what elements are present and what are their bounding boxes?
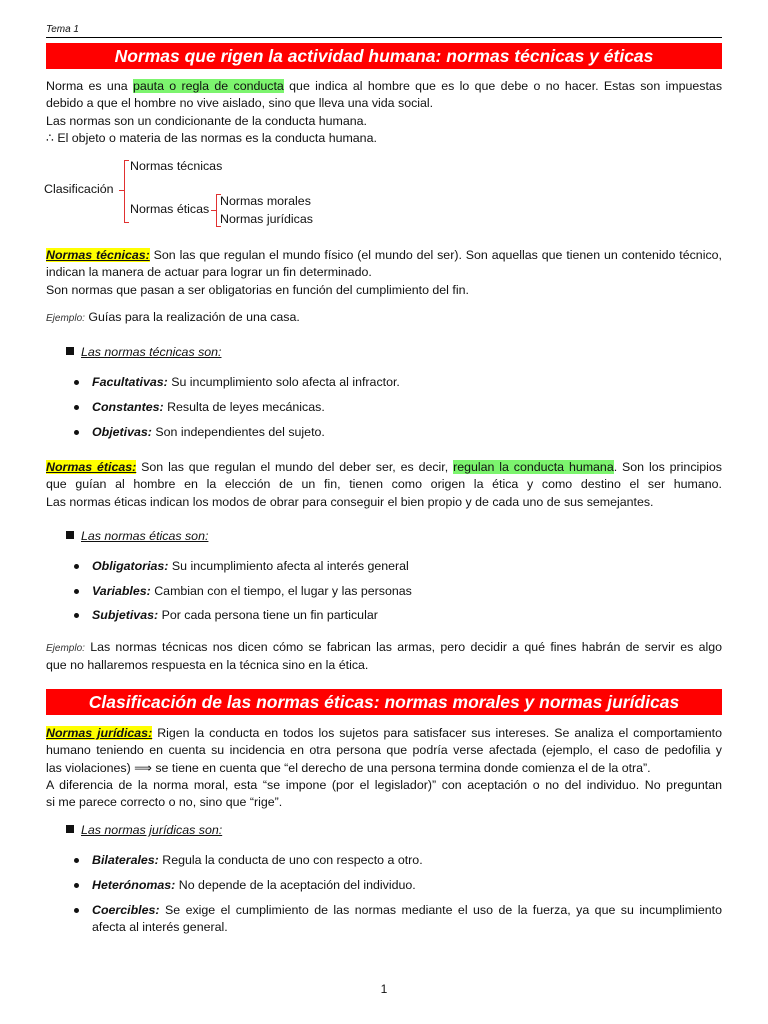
bullet-dot-icon [74,883,79,888]
ejemplo-label: Ejemplo: [46,313,85,324]
intro-paragraph [46,78,722,147]
tecnicas-term: Normas técnicas: [46,248,150,262]
list-item: Bilaterales: Regula la conducta de uno con respecto a otro. [74,852,722,869]
list-item: Heterónomas: No depende de la aceptación del individuo. [74,877,722,894]
highlight-pauta: pauta o regla de conducta [132,79,284,93]
list-item: Objetivas: Son independientes del sujeto. [74,424,722,441]
eticas-paragraph: Normas éticas: Son las que regulan el mundo del deber ser, es decir, regulan la conducta humana. Son los principios que guían al hombre en la elección de un fin, tienen como origen la ética y como destino el ser humano. Las normas éticas indican los modos de obrar para conseguir el bien propio y de cada uno de sus semejantes. [46,460,722,509]
juridicas-list-title: Las normas jurídicas son: [66,823,222,837]
tecnicas-paragraph: Normas técnicas: Son las que regulan el mundo físico (el mundo del ser). Son aquellas que tienen un contenido técnico, indican la manera de actuar para lograr un fin determinado. Son normas que pasan a ser obligatorias en función del cumplimiento del fin. [46,248,722,297]
eticas-ejemplo: Ejemplo: Las normas técnicas nos dicen cómo se fabrican las armas, pero decidir a qué fines habrán de servir es algo que no hallaremos respuesta en la técnica sino en la ética. [46,640,722,673]
ejemplo-label: Ejemplo: [46,643,85,654]
bullet-dot-icon [74,430,79,435]
header-tema: Tema 1 [46,24,79,35]
intro-line-4: ∴ El objeto o materia de las normas es la conducta humana. [46,130,377,145]
juridicas-term: Normas jurídicas: [46,726,153,740]
clasificacion-tecnicas: Normas técnicas [130,159,223,173]
bullet-dot-icon [74,380,79,385]
bullet-dot-icon [74,908,79,913]
square-bullet-icon [66,531,74,539]
intro-line-3: Las normas son un condicionante de la conducta humana. [46,113,367,128]
intro-line-1: Norma es una pauta o regla de conducta que indica al hombre que es lo que debe o no hacer. Estas son impuestas [46,79,723,93]
bullet-dot-icon [74,589,79,594]
square-bullet-icon [66,825,74,833]
list-item: Variables: Cambian con el tiempo, el lugar y las personas [74,583,722,600]
bullet-dot-icon [74,405,79,410]
clasificacion-morales: Normas morales [220,194,311,208]
square-bullet-icon [66,347,74,355]
clasificacion-eticas: Normas éticas [130,202,210,216]
eticas-term: Normas éticas: [46,460,137,474]
intro-line-2: debido a que el hombre no vive aislado, sino que lleva una vida social. [46,96,434,111]
eticas-brace [216,194,217,226]
section-1-title: Normas que rigen la actividad humana: normas técnicas y éticas [46,43,722,69]
bullet-dot-icon [74,564,79,569]
section-2-title: Clasificación de las normas éticas: normas morales y normas jurídicas [46,689,722,715]
list-item: Coercibles: Se exige el cumplimiento de las normas mediante el uso de la fuerza, ya que su incumplimiento afecta al interés general. [74,902,722,936]
page-number: 1 [380,982,388,996]
list-item: Constantes: Resulta de leyes mecánicas. [74,399,722,416]
highlight-regulan: regulan la conducta humana [453,460,614,474]
eticas-list-title: Las normas éticas son: [66,529,208,543]
clasificacion-brace [124,160,125,222]
bullet-dot-icon [74,613,79,618]
clasificacion-juridicas: Normas jurídicas [220,212,313,226]
list-item: Facultativas: Su incumplimiento solo afecta al infractor. [74,374,722,391]
juridicas-paragraph: Normas jurídicas: Rigen la conducta en todos los sujetos para satisfacer sus intereses. Se analiza el comportamiento humano teniendo en cuenta su incidencia en otra persona que podría verse afectada (ejemplo, el caso de pedofilia y las violaciones) ⟹ se tiene en cuenta que “el derecho de una persona termina donde comienza el de la otra”. A diferencia de la norma moral, esta “se impone (por el legislador)” con aceptación o no del individuo. No preguntan si me parece correcto o no, sino que “rige”. [46,726,723,810]
tecnicas-ejemplo: Ejemplo: Guías para la realización de una casa. [46,310,300,324]
list-item: Subjetivas: Por cada persona tiene un fin particular [74,607,722,624]
list-item: Obligatorias: Su incumplimiento afecta al interés general [74,558,722,575]
tecnicas-list-title: Las normas técnicas son: [66,345,222,359]
header-rule [46,37,722,38]
clasificacion-label: Clasificación [44,182,114,196]
bullet-dot-icon [74,858,79,863]
